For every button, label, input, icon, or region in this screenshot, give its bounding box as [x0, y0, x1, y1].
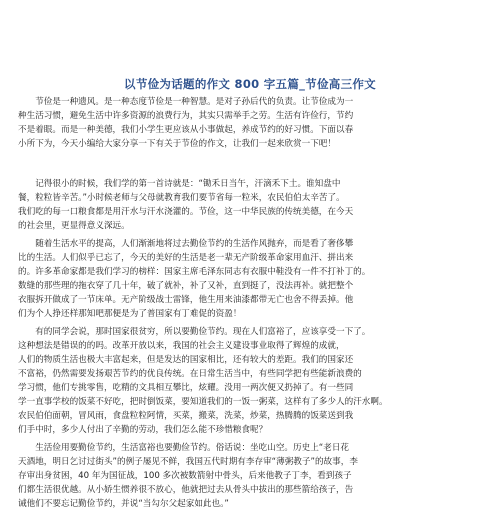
paragraph-4-line: 这种想法是错误的的吗。改革开放以来，我国的社会主义建设事业取得了辉煌的成就， [18, 341, 345, 351]
paragraph-1-line: 节俭是一种遗风。是一种态度节俭是一种智慧。是对子孙后代的负责。让节俭成为一 [18, 97, 354, 107]
paragraph-3-line: 随着生活水平的提高，人们渐渐地将过去勤俭节约的生活作风抛弃，而是看了奢侈攀 [18, 239, 354, 249]
paragraph-5-line: 生活俭用要勤俭节约，生活富裕也要勤俭节约。俗话说：坐吃山空。历史上“老日花 [18, 443, 350, 453]
paragraph-4-line: 农民伯伯面朝，冒风雨，食盘粒粒阿情，买菜，搬菜，洗菜，炒菜，热腾腾的饭菜送到我 [18, 411, 354, 421]
paragraph-3-line: 的。许多革命家都是我们学习的榜样：国家主席毛泽东同志有衣服中鞋没有一件不打补丁的。 [18, 267, 371, 277]
paragraph-3-line: 数缝的那些理的拖衣穿了几十年，破了就补，补了又补，直到挺了，没法再补。就把整个 [18, 281, 354, 291]
paragraph-2-line: 记得很小的时候，我们学的第一首诗就是：“锄禾日当午，汗滴禾下土。谁知盘中 [18, 179, 341, 189]
paragraph-4-line: 学习惯，他们专挑零售，吃精的文具相互攀比，炫耀。没用一两次便又扔掉了。有一些同 [18, 383, 354, 393]
document-title: 以节俭为话题的作文 800 字五篇_节俭高三作文 [124, 77, 376, 91]
paragraph-5-line: 诫他们不要忘记勤俭节约，并说“当勾尔父起家如此也。” [18, 499, 229, 509]
paragraph-5-line: 存审出身贫困，40 年为国征战，100 多次被数箭射中骨头，后来他教子丁李，看到孩子 [18, 471, 352, 481]
paragraph-3-line: 比的生活。人们似乎已忘了，今天的美好的生活是老一辈无产阶级革命家用血汗、拼出来 [18, 253, 354, 263]
paragraph-4-line: 人们的物质生活也极大丰富起来，但是发达的国家相比，还有较大的差距。我们的国家还 [18, 355, 354, 365]
paragraph-3-line: 衣服拆开做成了一节床单。无产阶级战士雷锋，他生用来油漆都带无亡也舍不得丢掉。他 [18, 295, 354, 305]
paragraph-1-line: 种生活习惯，避免生活中许多资源的浪费行为，其实只需举手之劳。生活有许俭行，节约 [18, 111, 354, 121]
paragraph-2-line: 餐，粒粒皆辛苦。”小时候老师与父母就教育我们要节省每一粒米，农民伯伯太辛苦了。 [18, 193, 345, 203]
paragraph-2-line: 我们吃的每一口粮食都是用汗水与汗水浇灌的。节俭，这一中华民族的传统美德，在今天 [18, 207, 354, 217]
paragraph-4-line: 学一直事学校的饭菜不好吃，把时倒饭菜，要知道我们的一饭一粥菜，这样有了多少人的汗水啊。 [18, 397, 388, 407]
paragraph-5-line: 天酒地，明日乞讨过街头”的例子屡见不鲜，我国五代时期有李存审“薄粥教子”的故事，李 [18, 457, 358, 467]
paragraph-2-line: 的社会里，更显得意义深远。 [18, 221, 130, 231]
paragraph-1-line: 小所下为，今天小编给大家分享一下有关于节俭的作文，让我们一起来欣赏一下吧！ [18, 139, 336, 149]
paragraph-4-line: 们手中时，多少人付出了辛勤的劳动，我们怎么能不珍惜粮食呢？ [18, 425, 268, 435]
paragraph-5-line: 们都生活很优越。从小娇生惯养很不放心，他就把过去从骨头中拔出的那些箭给孩子，告 [18, 485, 354, 495]
paragraph-4-line: 不富裕，仍然需要发扬艰苦节约的优良传统。在日常生活当中，有些同学把有些能新浪费的 [18, 369, 362, 379]
paragraph-4-line: 有的同学会说，那时国家很贫穷，所以要勤俭节约。现在人们富裕了，应该享受一下了。 [18, 327, 371, 337]
paragraph-3-line: 们为个人挣还样那知吧那便是为了普国家有丁难促的资盈！ [18, 309, 242, 319]
paragraph-1-line: 不是着眼。而是一种美德，我们小学生更应该从小事做起，养成节约的好习惯。下面以春 [18, 125, 354, 135]
